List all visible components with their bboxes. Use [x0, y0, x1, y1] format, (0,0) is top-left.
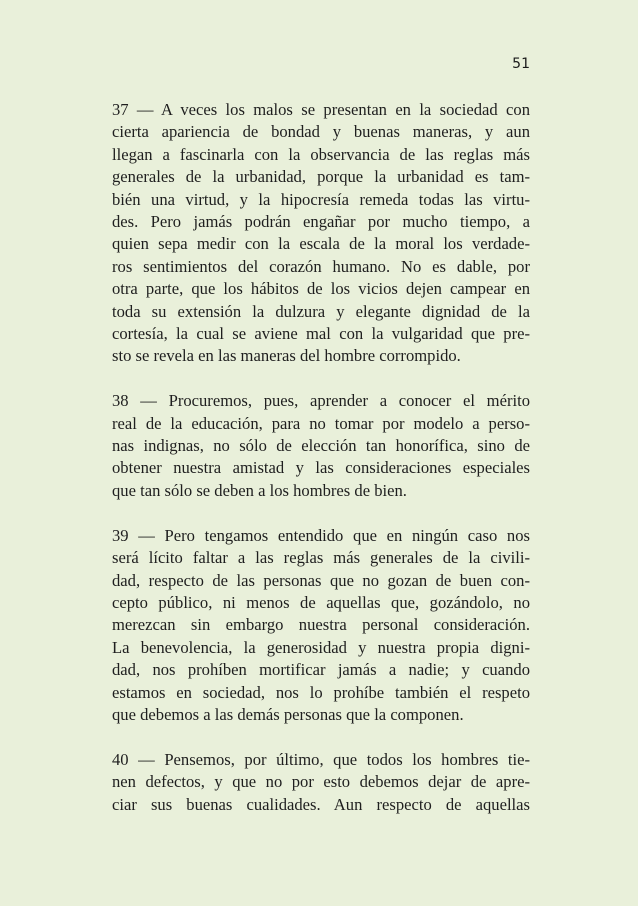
text-line: dad, respecto de las personas que no gozan de buen con- — [112, 570, 530, 590]
text-line: estamos en sociedad, nos lo prohíbe también el respeto — [112, 682, 530, 702]
text-line: que tan sólo se deben a los hombres de bien. — [112, 480, 407, 500]
text-line: merezcan sin embargo nuestra personal consideración. — [112, 615, 530, 635]
page-number: 51 — [512, 56, 530, 72]
text-line: bién una virtud, y la hipocresía remeda todas las virtu- — [112, 189, 530, 209]
text-line: nen defectos, y que no por esto debemos dejar de apre- — [112, 772, 530, 792]
paragraph-38 — [112, 390, 530, 502]
text-line: ciar sus buenas cualidades. Aun respecto de aquellas — [112, 794, 530, 814]
text-line: será lícito faltar a las reglas más generales de la civili- — [112, 548, 530, 568]
text-line: cepto público, ni menos de aquellas que, gozándolo, no — [112, 592, 530, 612]
text-line: La benevolencia, la generosidad y nuestra propia digni- — [112, 637, 530, 657]
body-text — [112, 99, 530, 838]
text-line: cierta apariencia de bondad y buenas maneras, y aun — [112, 122, 530, 142]
text-line: toda su extensión la dulzura y elegante dignidad de la — [112, 301, 530, 321]
text-line: 37 — A veces los malos se presentan en la sociedad con — [112, 100, 530, 119]
text-line: real de la educación, para no tomar por modelo a perso- — [112, 413, 530, 433]
text-line: 40 — Pensemos, por último, que todos los hombres tie- — [112, 749, 530, 769]
text-line: otra parte, que los hábitos de los vicios dejen campear en — [112, 279, 530, 299]
text-line: nas indignas, no sólo de elección tan honorífica, sino de — [112, 436, 530, 456]
text-line: obtener nuestra amistad y las consideraciones especiales — [112, 458, 530, 478]
text-line: sto se revela en las maneras del hombre corrompido. — [112, 346, 461, 366]
text-line: 39 — Pero tengamos entendido que en ningún caso nos — [112, 525, 530, 545]
text-line: des. Pero jamás podrán engañar por mucho tiempo, a — [112, 212, 530, 232]
text-line: llegan a fascinarla con la observancia de las reglas más — [112, 144, 530, 164]
text-line: dad, nos prohíben mortificar jamás a nadie; y cuando — [112, 660, 530, 680]
text-line: 38 — Procuremos, pues, aprender a conocer el mérito — [112, 391, 530, 411]
paragraph-40 — [112, 749, 530, 816]
paragraph-39 — [112, 525, 530, 727]
text-line: cortesía, la cual se aviene mal con la vulgaridad que pre- — [112, 324, 530, 344]
text-line: quien sepa medir con la escala de la moral los verdade- — [112, 234, 530, 254]
text-line: ros sentimientos del corazón humano. No es dable, por — [112, 256, 530, 276]
text-line: que debemos a las demás personas que la componen. — [112, 704, 464, 724]
text-line: generales de la urbanidad, porque la urbanidad es tam- — [112, 167, 530, 187]
paragraph-37 — [112, 99, 530, 368]
